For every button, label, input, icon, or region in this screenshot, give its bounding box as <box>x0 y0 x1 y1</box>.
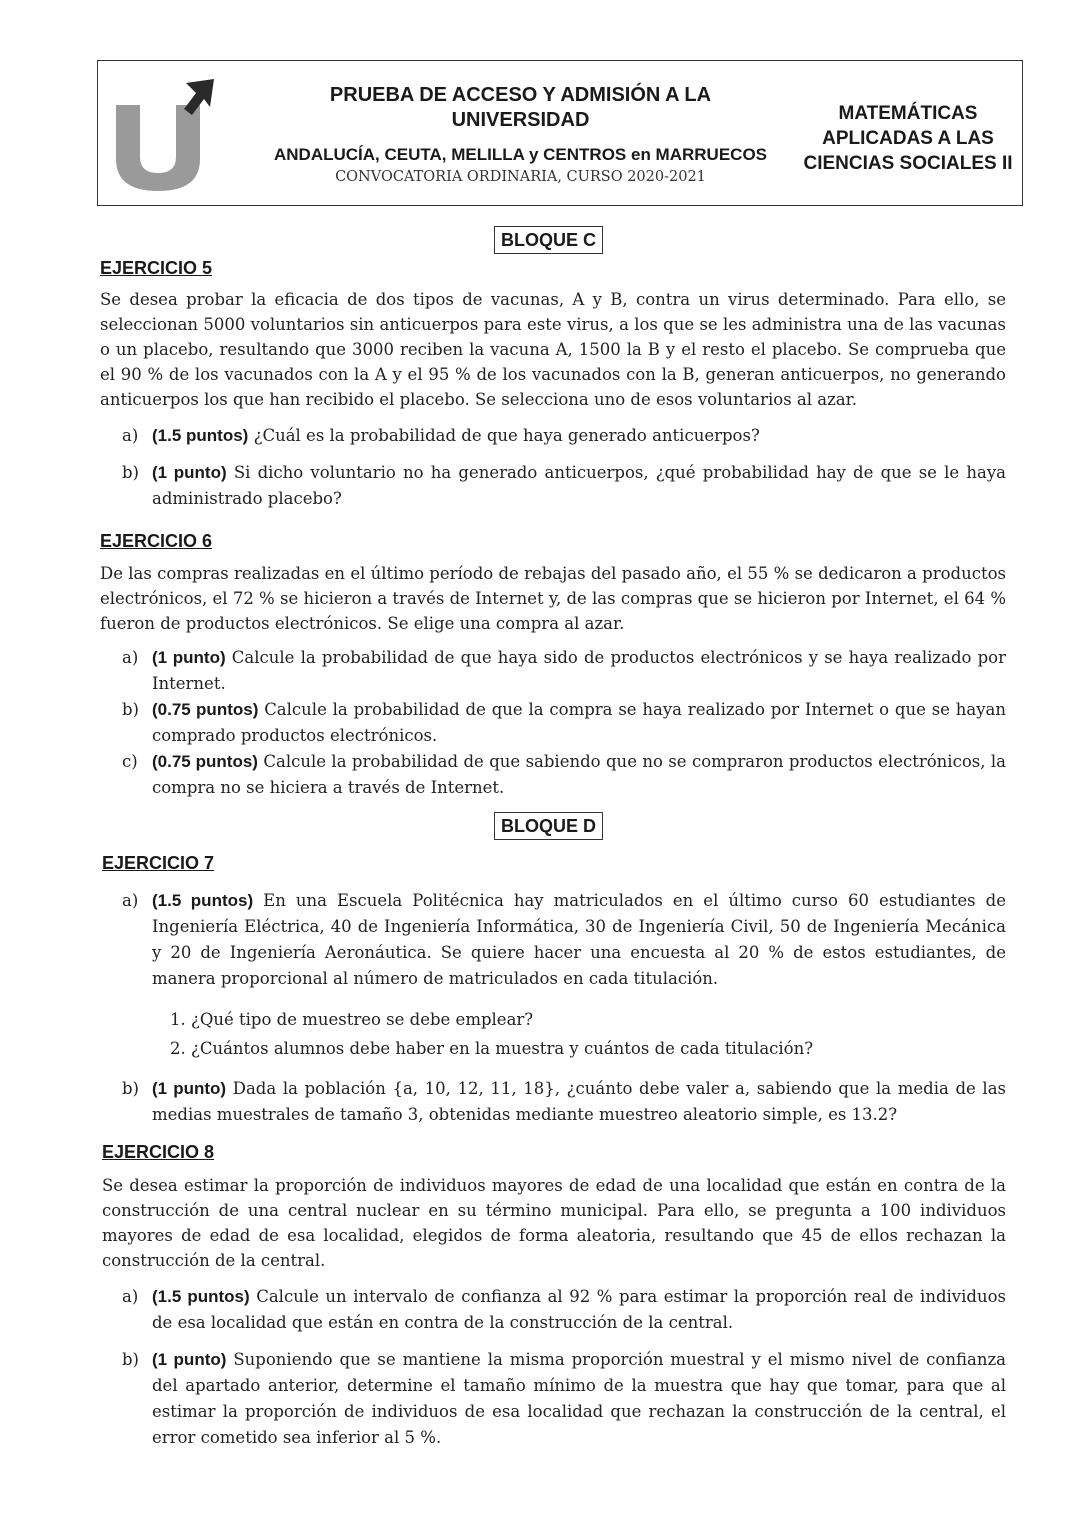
subject-line3: CIENCIAS SOCIALES II <box>803 153 1013 174</box>
part-text: Dada la población {a, 10, 12, 11, 18}, ¿cuánto debe valer a, sabiendo que la media de las medias muestrales de tamaño 3, obtenidas mediante muestreo aleatorio simple, es 13.2? <box>152 1079 1006 1124</box>
exercise-7-title: EJERCICIO 7 <box>102 853 215 873</box>
block-d-label: BLOQUE D <box>494 812 603 840</box>
exercise-6-title: EJERCICIO 6 <box>100 531 213 551</box>
part-label: a) <box>122 648 139 667</box>
part-points: (0.75 puntos) <box>152 752 258 771</box>
exercise-5-statement: Se desea probar la eficacia de dos tipos de vacunas, A y B, contra un virus determinado. Para ello, se seleccionan 5000 voluntarios sin anticuerpos para este virus, a los que se les administra una de las vacunas o un placebo, resultando que 3000 reciben la vacuna A, 1500 la B y el resto el placebo. Se comprueba que el 90 % de los vacunados con la A y el 95 % de los vacunados con la B, generan anticuerpos, no generando anticuerpos los que han recibido el placebo. Se selecciona uno de esos voluntarios al azar. <box>100 290 1006 409</box>
exercise-6-part-a <box>122 645 1006 697</box>
part-text: Calcule un intervalo de confianza al 92 % para estimar la proporción real de individuos de esa localidad que están en contra de la construcción de la central. <box>152 1287 1006 1332</box>
part-label: a) <box>122 891 139 910</box>
exercise-5-title: EJERCICIO 5 <box>100 258 213 278</box>
part-text: ¿Cuál es la probabilidad de que haya generado anticuerpos? <box>253 426 760 445</box>
subject-line2: APLICADAS A LAS <box>822 128 994 149</box>
university-logo <box>112 75 222 193</box>
subject-line1: MATEMÁTICAS <box>838 103 978 124</box>
exercise-7-question-2: 2. ¿Cuántos alumnos debe haber en la muestra y cuántos de cada titulación? <box>170 1039 814 1058</box>
part-text: Calcule la probabilidad de que sabiendo que no se compraron productos electrónicos, la compra no se hiciera a través de Internet. <box>152 752 1006 797</box>
part-label: c) <box>122 752 138 771</box>
exercise-6-part-c <box>122 749 1006 801</box>
exam-convocatoria: CONVOCATORIA ORDINARIA, CURSO 2020-2021 <box>335 169 706 185</box>
part-points: (1.5 puntos) <box>152 1287 250 1306</box>
part-points: (1 punto) <box>152 1079 227 1098</box>
exercise-7-part-a <box>122 888 1006 992</box>
subject-name <box>798 101 1018 176</box>
exam-header <box>97 60 1023 206</box>
exercise-8-statement: Se desea estimar la proporción de individuos mayores de edad de una localidad que están en contra de la construcción de una central nuclear en su término municipal. Para ello, se pregunta a 100 individuos mayores de edad de esa localidad, elegidos de forma aleatoria, resultando que 45 de ellos rechazan la construcción de la central. <box>102 1176 1006 1270</box>
exam-title-line1: PRUEBA DE ACCESO Y ADMISIÓN A LA <box>329 84 712 106</box>
part-points: (1 punto) <box>152 648 226 667</box>
block-c-label: BLOQUE C <box>494 226 603 254</box>
part-points: (1 punto) <box>152 463 227 482</box>
part-label: a) <box>122 426 139 445</box>
part-text: Calcule la probabilidad de que haya sido de productos electrónicos y se haya realizado por Internet. <box>152 648 1006 693</box>
exercise-6-part-b <box>122 697 1006 749</box>
part-label: a) <box>122 1287 139 1306</box>
part-label: b) <box>122 1350 139 1369</box>
exam-title-line2: UNIVERSIDAD <box>451 109 590 131</box>
part-points: (0.75 puntos) <box>152 700 259 719</box>
exercise-8-part-b <box>122 1347 1006 1451</box>
part-text: Calcule la probabilidad de que la compra se haya realizado por Internet o que se hayan comprado productos electrónicos. <box>152 700 1006 745</box>
part-text: Suponiendo que se mantiene la misma proporción muestral y el mismo nivel de confianza del apartado anterior, determine el tamaño mínimo de la muestra que hay que tomar, para que al estimar la proporción de individuos de esa localidad que rechazan la construcción de la central, el error cometido sea inferior al 5 %. <box>152 1350 1006 1447</box>
part-text: Si dicho voluntario no ha generado anticuerpos, ¿qué probabilidad hay de que se le haya administrado placebo? <box>152 463 1006 508</box>
part-points: (1.5 puntos) <box>152 891 254 910</box>
exercise-7-part-b <box>122 1076 1006 1128</box>
exam-region: ANDALUCÍA, CEUTA, MELILLA y CENTROS en MARRUECOS <box>274 145 767 164</box>
exercise-6-statement: De las compras realizadas en el último período de rebajas del pasado año, el 55 % se dedicaron a productos electrónicos, el 72 % se hicieron a través de Internet y, de las compras que se hicieron por Internet, el 64 % fueron de productos electrónicos. Se elige una compra al azar. <box>100 564 1007 633</box>
exercise-5-part-a <box>122 423 1006 449</box>
exercise-8-title: EJERCICIO 8 <box>102 1142 215 1162</box>
part-points: (1.5 puntos) <box>152 426 249 445</box>
part-text: En una Escuela Politécnica hay matriculados en el último curso 60 estudiantes de Ingeniería Eléctrica, 40 de Ingeniería Informática, 30 de Ingeniería Civil, 50 de Ingeniería Mecánica y 20 de Ingeniería Aeronáutica. Se quiere hacer una encuesta al 20 % de estos estudiantes, de manera proporcional al número de matriculados en cada titulación. <box>152 891 1006 988</box>
exercise-8-part-a <box>122 1284 1006 1336</box>
exercise-5-part-b <box>122 460 1006 512</box>
part-label: b) <box>122 463 139 482</box>
exercise-7-question-1: 1. ¿Qué tipo de muestreo se debe emplear? <box>170 1010 534 1029</box>
part-label: b) <box>122 700 139 719</box>
part-points: (1 punto) <box>152 1350 227 1369</box>
part-label: b) <box>122 1079 139 1098</box>
header-center <box>248 83 793 185</box>
